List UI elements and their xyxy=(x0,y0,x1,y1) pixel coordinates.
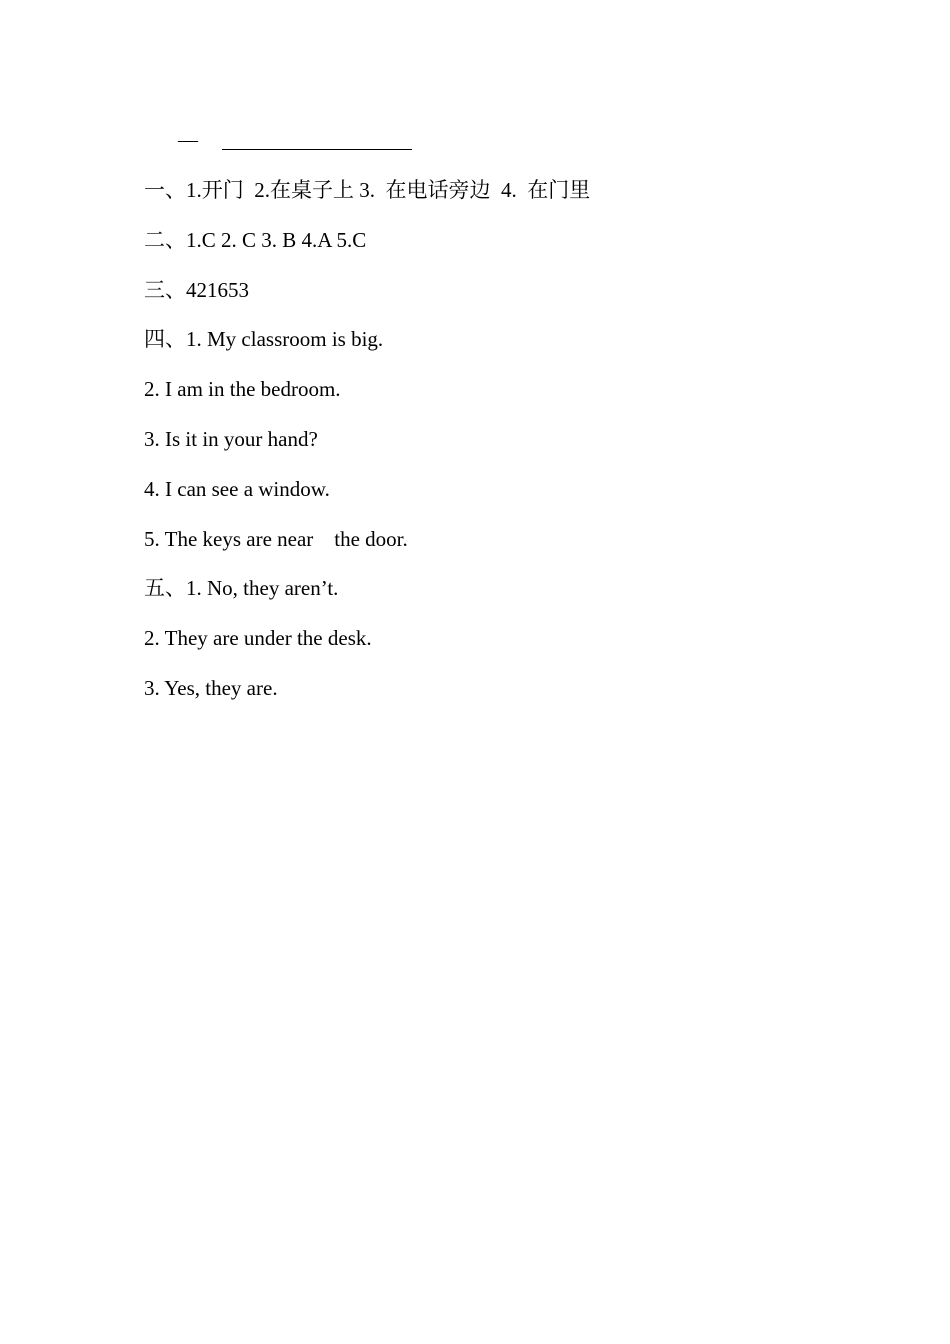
answer-section-2: 二、1.C 2. C 3. B 4.A 5.C xyxy=(144,227,367,252)
header-underline xyxy=(222,149,412,150)
answer-section-4-item-3: 3. Is it in your hand? xyxy=(144,426,318,451)
answer-section-4-item-2: 2. I am in the bedroom. xyxy=(144,377,341,402)
answer-list xyxy=(144,174,844,722)
answer-section-5-item-3: 3. Yes, they are. xyxy=(144,675,278,700)
answer-section-4-item-1: 四、1. My classroom is big. xyxy=(144,327,384,352)
answer-section-4-item-5: 5. The keys are near the door. xyxy=(144,526,408,551)
answer-section-1: 一、1.开门 2.在桌子上 3. 在电话旁边 4. 在门里 xyxy=(144,178,591,202)
answer-section-5-item-2: 2. They are under the desk. xyxy=(144,626,372,651)
answer-section-3: 三、421653 xyxy=(144,277,249,302)
answer-section-4-item-4: 4. I can see a window. xyxy=(144,476,330,501)
answer-section-5-item-1: 五、1. No, they aren’t. xyxy=(144,576,339,601)
header-dash: — xyxy=(178,129,198,151)
